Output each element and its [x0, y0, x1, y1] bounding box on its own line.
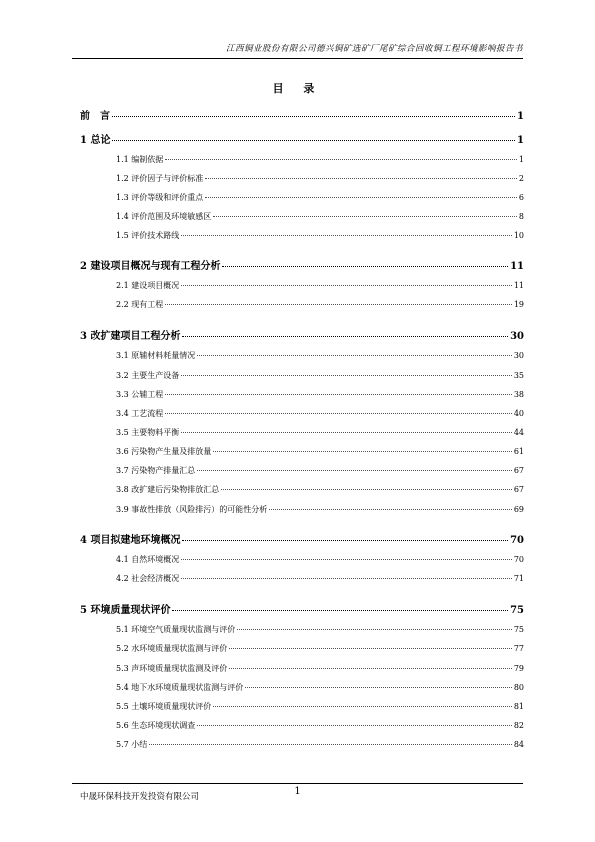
dot-leader — [181, 375, 512, 376]
toc-entry-page: 81 — [513, 702, 524, 711]
toc-entry-label: 2.2 现有工程 — [116, 300, 164, 309]
toc-section-entry[interactable] — [80, 280, 524, 291]
toc-entry-page: 38 — [513, 390, 524, 399]
toc-entry-page: 82 — [513, 721, 524, 730]
dot-leader — [197, 470, 512, 471]
toc-section-entry[interactable] — [80, 643, 524, 654]
dot-leader — [229, 648, 512, 649]
toc-section-entry[interactable] — [80, 299, 524, 310]
toc-section-entry[interactable] — [80, 504, 524, 515]
dot-leader — [112, 116, 515, 117]
toc-entry-label: 5.6 生态环境现状调查 — [116, 721, 196, 730]
toc-entry-label: 5.7 小结 — [116, 740, 148, 749]
toc-entry-label: 3.9 事故性排放（风险排污）的可能性分析 — [116, 505, 268, 514]
toc-entry-page: 71 — [513, 574, 524, 583]
toc-section-entry[interactable] — [80, 173, 524, 184]
dot-leader — [149, 744, 512, 745]
dot-leader — [237, 629, 512, 630]
toc-chapter-entry[interactable] — [80, 257, 524, 272]
toc-chapter-entry[interactable] — [80, 131, 524, 146]
toc-section-entry[interactable] — [80, 682, 524, 693]
toc-section-entry[interactable] — [80, 211, 524, 222]
toc-section-entry[interactable] — [80, 389, 524, 400]
dot-leader — [182, 336, 508, 337]
toc-entry-page: 44 — [513, 428, 524, 437]
dot-leader — [182, 540, 508, 541]
toc-entry-label: 3.7 污染物产排量汇总 — [116, 466, 196, 475]
dot-leader — [165, 394, 512, 395]
toc-section-entry[interactable] — [80, 720, 524, 731]
dot-leader — [181, 285, 512, 286]
toc-entry-page: 30 — [513, 351, 524, 360]
toc-entry-page: 8 — [518, 212, 524, 221]
dot-leader — [229, 668, 512, 669]
toc-entry-page: 67 — [513, 485, 524, 494]
toc-entry-page: 77 — [513, 644, 524, 653]
toc-entry-page: 11 — [513, 281, 524, 290]
toc-section-entry[interactable] — [80, 192, 524, 203]
toc-title: 目 录 — [272, 82, 323, 95]
dot-leader — [269, 509, 512, 510]
toc-entry-label: 3.8 改扩建后污染物排放汇总 — [116, 485, 220, 494]
toc-section-entry[interactable] — [80, 408, 524, 419]
toc-section-entry[interactable] — [80, 663, 524, 674]
toc-section-entry[interactable] — [80, 484, 524, 495]
toc-entry-page: 75 — [513, 625, 524, 634]
toc-entry-page: 19 — [513, 300, 524, 309]
toc-entry-page: 6 — [518, 193, 524, 202]
toc-entry-label: 1 总论 — [80, 135, 111, 146]
toc-entry-page: 1 — [517, 135, 524, 146]
toc-entry-label: 5.5 土壤环境质量现状评价 — [116, 702, 212, 711]
toc-section-entry[interactable] — [80, 427, 524, 438]
toc-entry-label: 1.1 编制依据 — [116, 155, 164, 164]
toc-entry-label: 5.2 水环境质量现状监测与评价 — [116, 644, 228, 653]
toc-section-entry[interactable] — [80, 465, 524, 476]
toc-entry-label: 1.4 评价范围及环境敏感区 — [116, 212, 212, 221]
toc-entry-label: 1.2 评价因子与评价标准 — [116, 174, 204, 183]
toc-entry-label: 1.3 评价等级和评价重点 — [116, 193, 204, 202]
dot-leader — [165, 304, 512, 305]
dot-leader — [245, 687, 512, 688]
toc-entry-page: 61 — [513, 447, 524, 456]
toc-section-entry[interactable] — [80, 573, 524, 584]
toc-chapter-entry[interactable] — [80, 531, 524, 546]
toc-entry-page: 70 — [510, 535, 524, 546]
toc-entry-label: 3.4 工艺流程 — [116, 409, 164, 418]
dot-leader — [205, 178, 517, 179]
toc-entry-label: 3.6 污染物产生量及排放量 — [116, 447, 212, 456]
running-header: 江西铜业股份有限公司德兴铜矿选矿厂尾矿综合回收铜工程环境影响报告书 — [72, 42, 523, 59]
toc-entry-page: 79 — [513, 664, 524, 673]
toc-section-entry[interactable] — [80, 739, 524, 750]
toc-entry-label: 3.3 公辅工程 — [116, 390, 164, 399]
dot-leader — [213, 451, 512, 452]
toc-entry-page: 80 — [513, 683, 524, 692]
dot-leader — [181, 432, 512, 433]
toc-entry-page: 2 — [518, 174, 524, 183]
toc-entry-label: 5.4 地下水环境质量现状监测与评价 — [116, 683, 244, 692]
dot-leader — [165, 413, 512, 414]
dot-leader — [221, 489, 512, 490]
toc-section-entry[interactable] — [80, 154, 524, 165]
toc-chapter-entry[interactable] — [80, 327, 524, 342]
toc-section-entry[interactable] — [80, 350, 524, 361]
toc-entry-label: 3.5 主要物料平衡 — [116, 428, 180, 437]
toc-entry-page: 40 — [513, 409, 524, 418]
toc-entry-page: 84 — [513, 740, 524, 749]
toc-entry-label: 前 言 — [80, 111, 110, 122]
dot-leader — [205, 197, 517, 198]
toc-entry-label: 3.2 主要生产设备 — [116, 371, 180, 380]
dot-leader — [222, 266, 508, 267]
toc-entry-label: 3 改扩建项目工程分析 — [80, 331, 181, 342]
dot-leader — [112, 140, 515, 141]
toc-section-entry[interactable] — [80, 701, 524, 712]
toc-entry-page: 1 — [518, 155, 524, 164]
toc-section-entry[interactable] — [80, 624, 524, 635]
toc-section-entry[interactable] — [80, 370, 524, 381]
toc-entry-label: 2.1 建设项目概况 — [116, 281, 180, 290]
toc-entry-label: 5.1 环境空气质量现状监测与评价 — [116, 625, 236, 634]
dot-leader — [165, 159, 517, 160]
toc-entry-page: 69 — [513, 505, 524, 514]
toc-chapter-entry[interactable] — [80, 601, 524, 616]
dot-leader — [181, 578, 512, 579]
toc-entry-page: 35 — [513, 371, 524, 380]
dot-leader — [197, 725, 512, 726]
dot-leader — [172, 610, 508, 611]
dot-leader — [213, 706, 512, 707]
toc-section-entry[interactable] — [80, 446, 524, 457]
toc-entry-label: 5 环境质量现状评价 — [80, 605, 171, 616]
toc-entry-page: 11 — [510, 261, 524, 272]
dot-leader — [181, 559, 512, 560]
dot-leader — [181, 235, 512, 236]
toc-entry-page: 70 — [513, 555, 524, 564]
toc-entry-label: 3.1 原辅材料耗量情况 — [116, 351, 196, 360]
toc-section-entry[interactable] — [80, 230, 524, 241]
footer-page-number: 1 — [294, 786, 301, 797]
dot-leader — [213, 216, 517, 217]
toc-entry-label: 5.3 声环境质量现状监测及评价 — [116, 664, 228, 673]
toc-entry-page: 75 — [510, 605, 524, 616]
toc-entry-label: 1.5 评价技术路线 — [116, 231, 180, 240]
dot-leader — [197, 355, 512, 356]
toc-entry-page: 67 — [513, 466, 524, 475]
toc-section-entry[interactable] — [80, 554, 524, 565]
toc-entry-label: 4.1 自然环境概况 — [116, 555, 180, 564]
footer-divider — [72, 783, 523, 784]
toc-entry-label: 4.2 社会经济概况 — [116, 574, 180, 583]
toc-entry-label: 2 建设项目概况与现有工程分析 — [80, 261, 221, 272]
toc-entry-page: 10 — [513, 231, 524, 240]
toc-chapter-entry[interactable] — [80, 107, 524, 122]
toc-entry-page: 30 — [510, 331, 524, 342]
toc-entry-page: 1 — [517, 111, 524, 122]
footer-company: 中晟环保科技开发投资有限公司 — [80, 792, 200, 802]
toc-entry-label: 4 项目拟建地环境概况 — [80, 535, 181, 546]
